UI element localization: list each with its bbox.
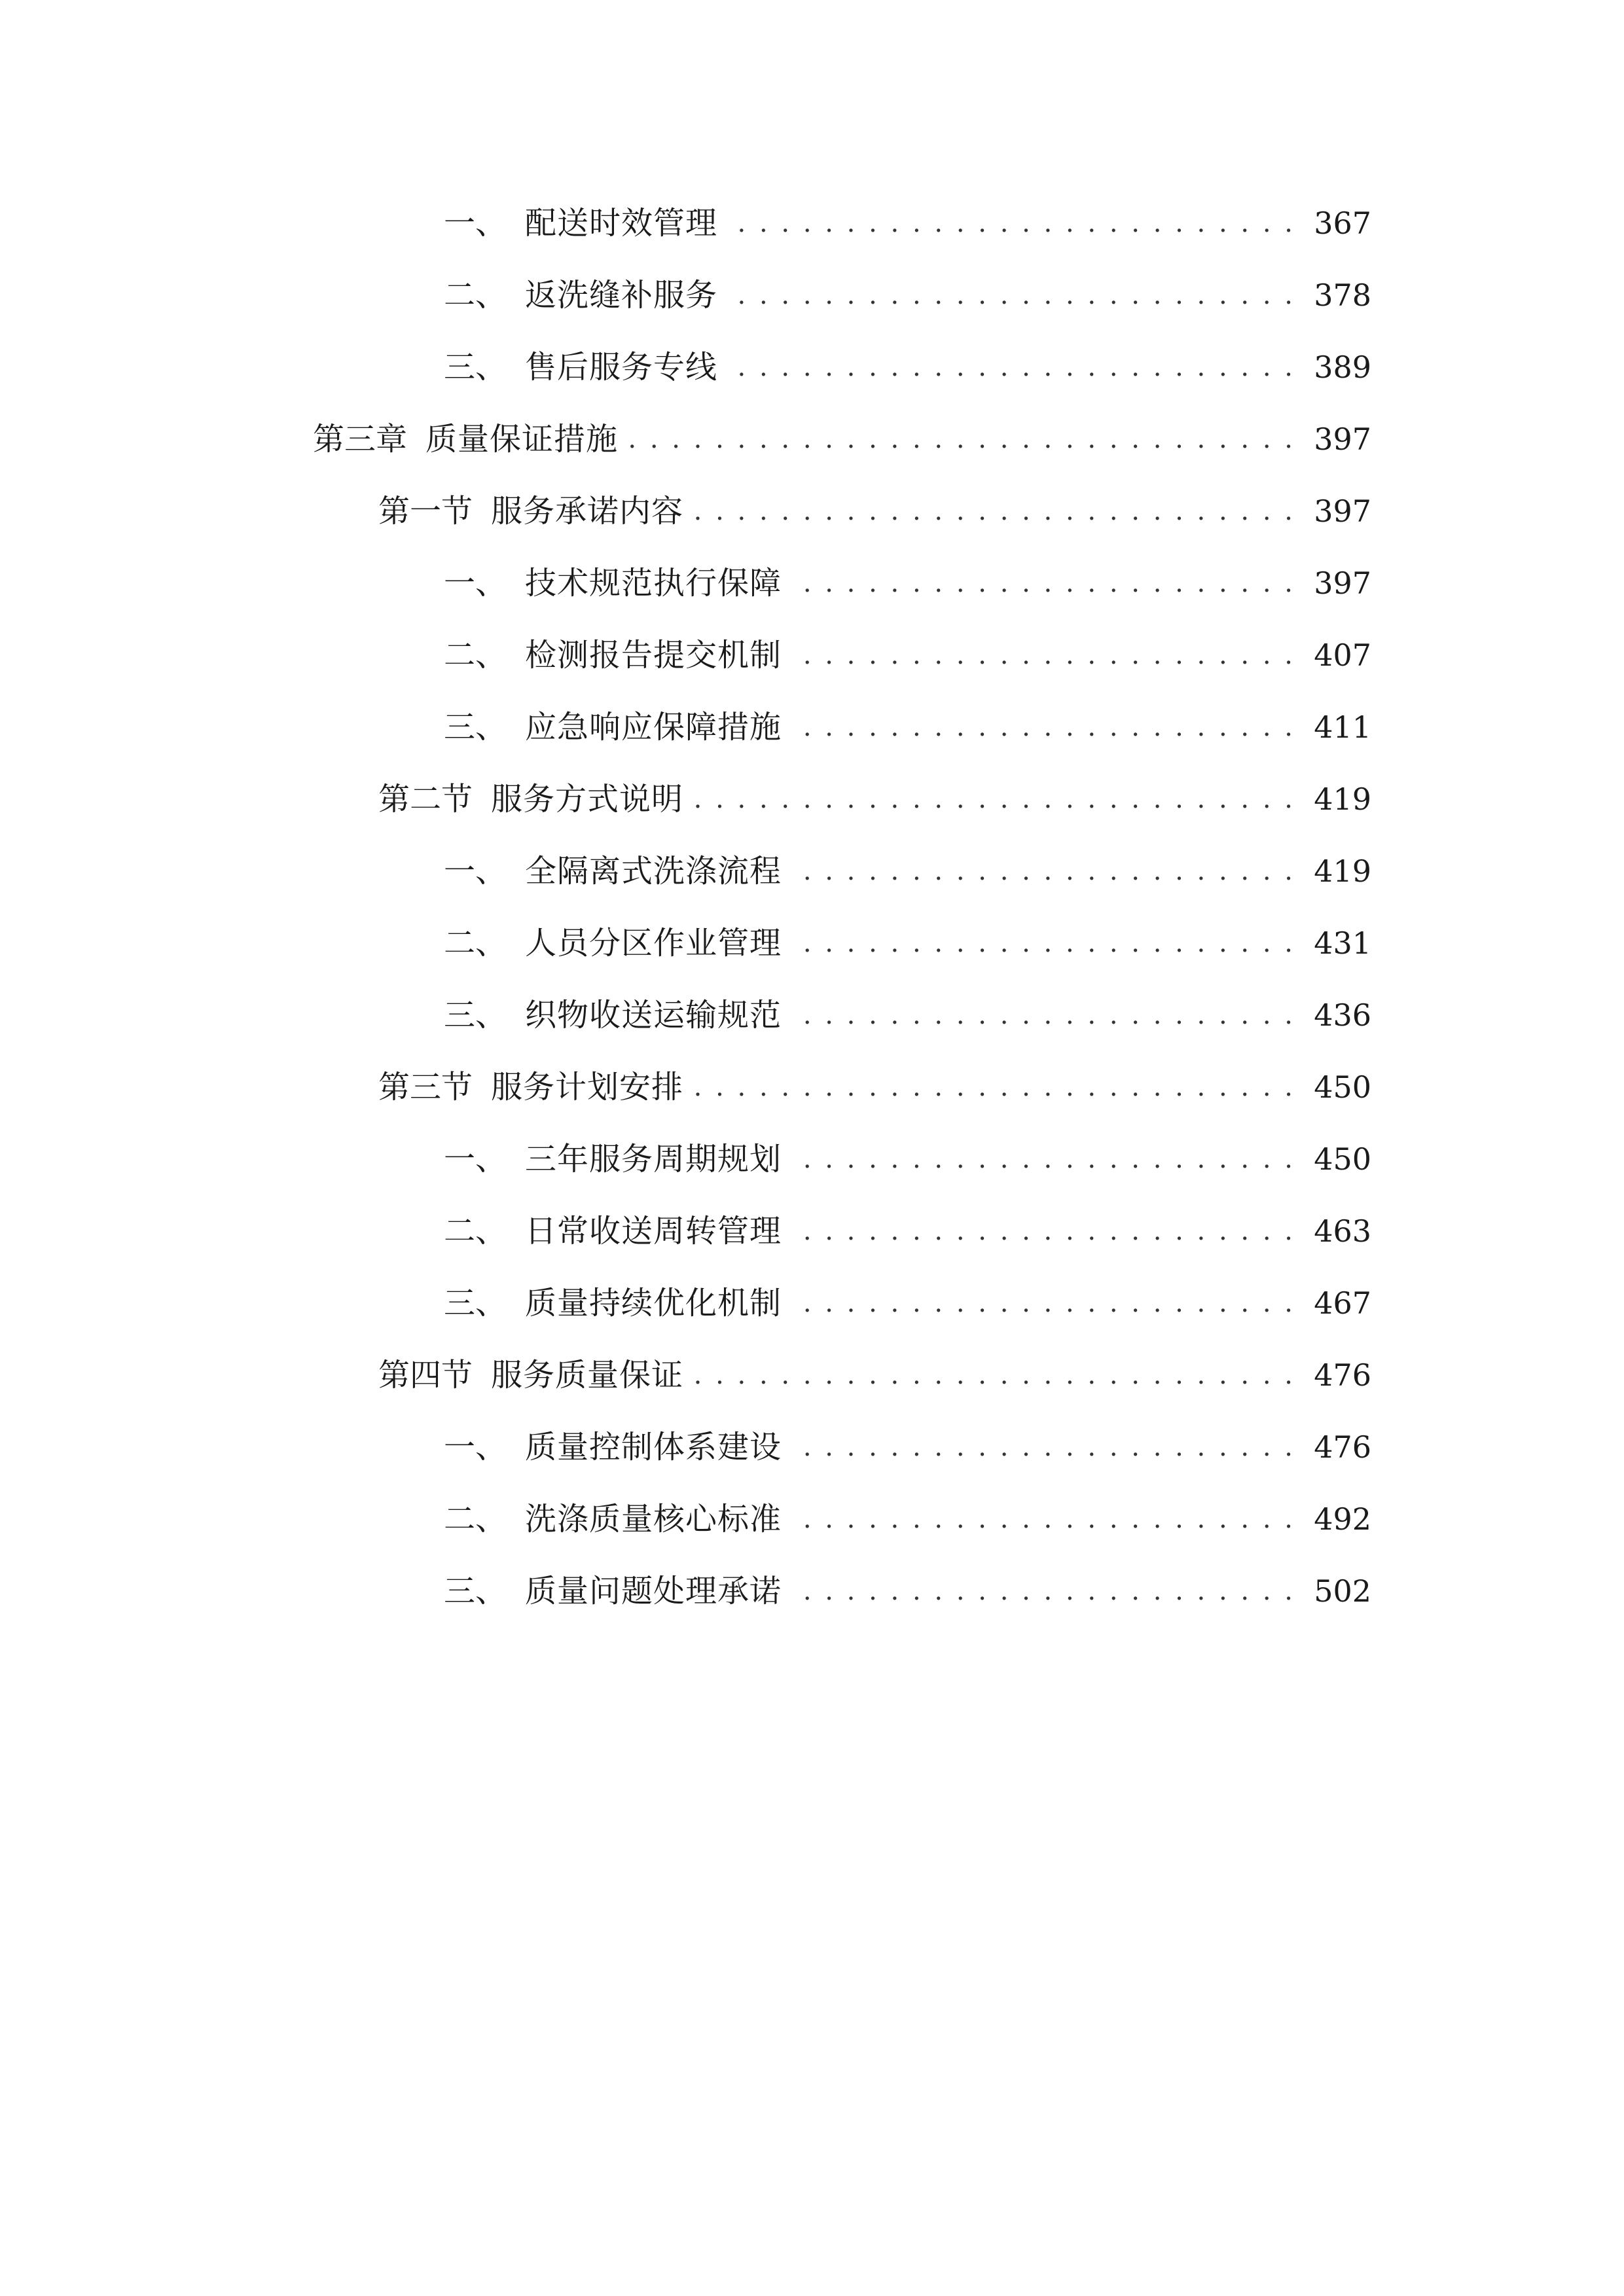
dot-leader	[788, 1575, 1295, 1607]
dot-leader	[690, 783, 1295, 815]
toc-entry-title: 服务质量保证	[491, 1357, 684, 1393]
toc-entry-number: 三、	[444, 1573, 507, 1609]
toc-entry[interactable]	[0, 835, 1624, 907]
toc-entry-title: 织物收送运输规范	[525, 997, 782, 1033]
toc-entry[interactable]	[0, 979, 1624, 1051]
dot-leader	[724, 207, 1295, 239]
toc-entry-title: 检测报告提交机制	[525, 637, 782, 673]
toc-entry[interactable]	[0, 1267, 1624, 1339]
toc-chapter-entry[interactable]	[0, 403, 1624, 475]
toc-entry-number: 二、	[444, 637, 507, 673]
toc-entry-title: 日常收送周转管理	[525, 1213, 782, 1249]
toc-entry-title: 三年服务周期规划	[525, 1141, 782, 1177]
toc-entry-title: 应急响应保障措施	[525, 709, 782, 745]
toc-entry-page: 450	[1314, 1069, 1371, 1105]
dot-leader	[788, 1431, 1295, 1463]
dot-leader	[724, 279, 1295, 311]
toc-entry-page: 397	[1314, 493, 1371, 529]
dot-leader	[788, 1143, 1295, 1175]
dot-leader	[788, 711, 1295, 743]
toc-section-entry[interactable]	[0, 1339, 1624, 1411]
toc-entry[interactable]	[0, 1555, 1624, 1627]
dot-leader	[788, 567, 1295, 599]
dot-leader	[788, 639, 1295, 671]
toc-entry-page: 397	[1314, 565, 1371, 601]
toc-entry-title: 质量问题处理承诺	[525, 1573, 782, 1609]
toc-section-entry[interactable]	[0, 1051, 1624, 1123]
toc-entry-page: 492	[1314, 1501, 1371, 1537]
toc-entry-page: 463	[1314, 1213, 1371, 1249]
toc-entry-page: 367	[1314, 206, 1371, 241]
toc-entry-number: 三、	[444, 1285, 507, 1321]
toc-entry-title: 人员分区作业管理	[525, 925, 782, 961]
toc-entry-number: 一、	[444, 1141, 507, 1177]
toc-entry-title: 服务计划安排	[491, 1069, 684, 1105]
table-of-contents	[0, 187, 1624, 1627]
toc-entry[interactable]	[0, 1411, 1624, 1483]
toc-entry-number: 一、	[444, 565, 507, 601]
toc-section-entry[interactable]	[0, 475, 1624, 547]
toc-entry-number: 二、	[444, 1501, 507, 1537]
dot-leader	[788, 1503, 1295, 1535]
toc-entry-title: 技术规范执行保障	[525, 565, 782, 601]
toc-entry-number: 第一节	[378, 493, 473, 529]
toc-entry-number: 第四节	[378, 1357, 473, 1393]
toc-entry[interactable]	[0, 691, 1624, 763]
toc-entry[interactable]	[0, 907, 1624, 979]
toc-entry-page: 397	[1314, 422, 1371, 457]
toc-entry-number: 三、	[444, 709, 507, 745]
toc-entry-page: 436	[1314, 997, 1371, 1033]
toc-entry-number: 一、	[444, 1429, 507, 1465]
dot-leader	[788, 999, 1295, 1031]
toc-entry-page: 502	[1314, 1573, 1371, 1609]
toc-entry[interactable]	[0, 1123, 1624, 1195]
toc-entry-title: 全隔离式洗涤流程	[525, 853, 782, 889]
toc-entry-number: 一、	[444, 205, 507, 242]
toc-entry-title: 洗涤质量核心标准	[525, 1501, 782, 1537]
toc-entry-page: 450	[1314, 1141, 1371, 1177]
toc-entry-title: 返洗缝补服务	[525, 277, 718, 314]
dot-leader	[788, 1287, 1295, 1319]
toc-entry[interactable]	[0, 187, 1624, 259]
toc-entry-number: 二、	[444, 925, 507, 961]
toc-entry-title: 配送时效管理	[525, 205, 718, 242]
dot-leader	[788, 927, 1295, 959]
toc-entry-title: 服务承诺内容	[491, 493, 684, 529]
toc-entry-number: 一、	[444, 853, 507, 889]
toc-entry-title: 质量持续优化机制	[525, 1285, 782, 1321]
toc-entry-page: 476	[1314, 1429, 1371, 1465]
toc-entry[interactable]	[0, 619, 1624, 691]
toc-entry-number: 三、	[444, 349, 507, 386]
toc-entry-page: 476	[1314, 1357, 1371, 1393]
toc-entry-number: 三、	[444, 997, 507, 1033]
toc-entry-title: 售后服务专线	[525, 349, 718, 386]
dot-leader	[788, 1215, 1295, 1247]
toc-entry-title: 服务方式说明	[491, 781, 684, 817]
toc-entry[interactable]	[0, 331, 1624, 403]
toc-entry[interactable]	[0, 1483, 1624, 1555]
dot-leader	[624, 423, 1295, 455]
toc-entry-number: 第三节	[378, 1069, 473, 1105]
toc-entry-page: 407	[1314, 637, 1371, 673]
toc-section-entry[interactable]	[0, 763, 1624, 835]
dot-leader	[724, 351, 1295, 383]
toc-entry[interactable]	[0, 259, 1624, 331]
toc-entry[interactable]	[0, 1195, 1624, 1267]
dot-leader	[690, 495, 1295, 527]
dot-leader	[690, 1359, 1295, 1391]
dot-leader	[788, 855, 1295, 887]
toc-entry-page: 431	[1314, 925, 1371, 961]
toc-entry-page: 389	[1314, 350, 1371, 385]
dot-leader	[690, 1071, 1295, 1103]
toc-entry-title: 质量控制体系建设	[525, 1429, 782, 1465]
toc-entry-page: 378	[1314, 278, 1371, 313]
toc-entry-number: 二、	[444, 277, 507, 314]
toc-entry-title: 质量保证措施	[425, 421, 619, 457]
toc-entry-page: 419	[1314, 853, 1371, 889]
toc-entry[interactable]	[0, 547, 1624, 619]
toc-entry-number: 第三章	[313, 421, 408, 457]
toc-entry-number: 第二节	[378, 781, 473, 817]
toc-entry-page: 411	[1314, 709, 1371, 745]
toc-entry-page: 467	[1314, 1285, 1371, 1321]
toc-entry-page: 419	[1314, 781, 1371, 817]
toc-entry-number: 二、	[444, 1213, 507, 1249]
